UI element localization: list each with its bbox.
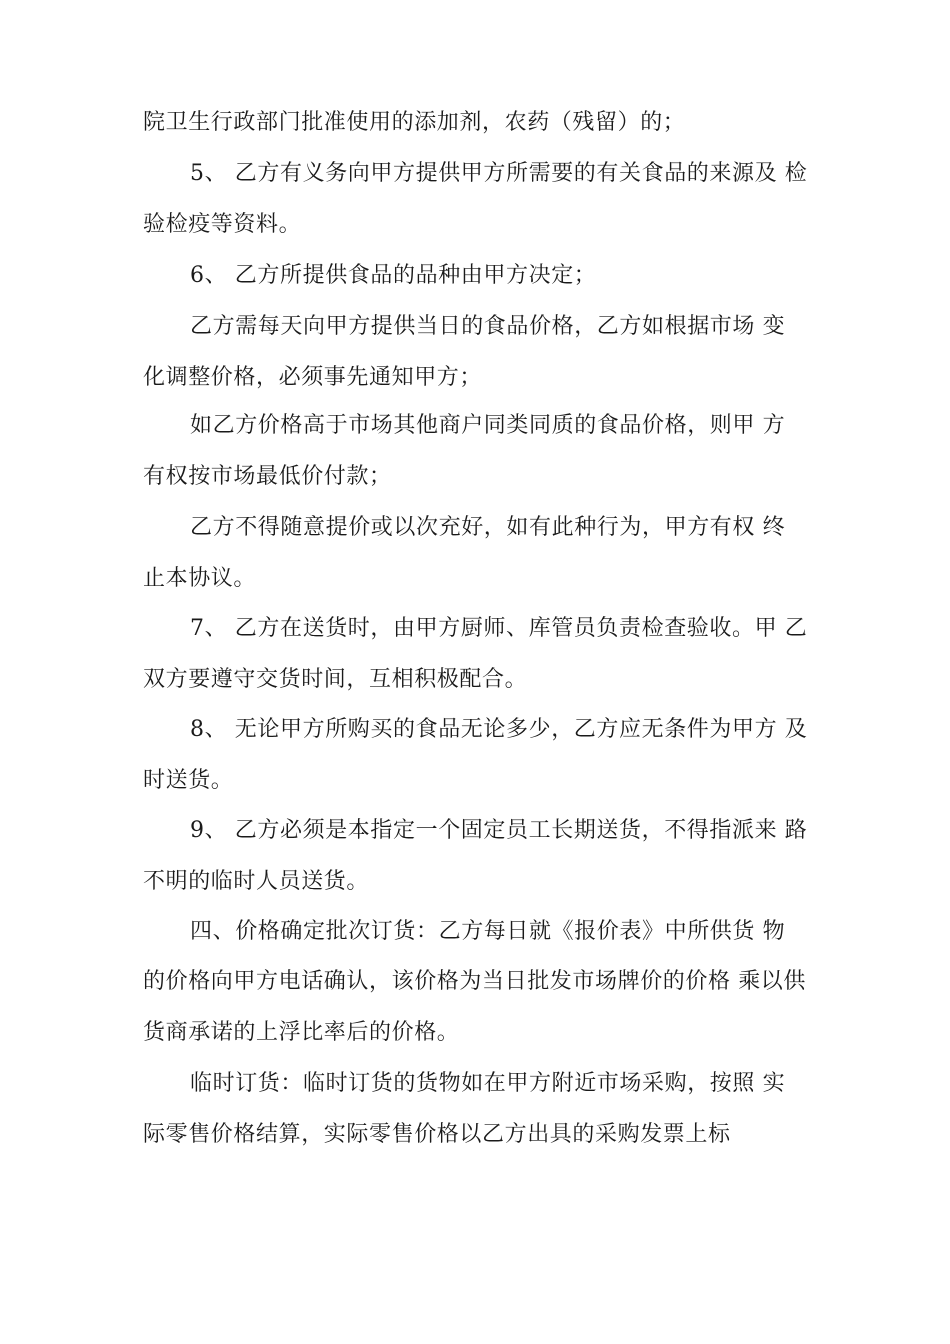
text-line: 际零售价格结算，实际零售价格以乙方出具的采购发票上标 [143, 1122, 731, 1147]
text-line: 的价格向甲方电话确认，该价格为当日批发市场牌价的价格 乘以供 [143, 969, 806, 994]
text-line: 8、 无论甲方所购买的食品无论多少，乙方应无条件为甲方 及 [190, 717, 808, 742]
text-line: 9、 乙方必须是本指定一个固定员工长期送货，不得指派来 路 [190, 818, 808, 843]
text-line: 临时订货：临时订货的货物如在甲方附近市场采购，按照 实 [190, 1071, 786, 1096]
text-line: 化调整价格，必须事先通知甲方； [143, 365, 483, 390]
text-line: 7、 乙方在送货时，由甲方厨师、库管员负责检查验收。甲 乙 [190, 616, 808, 641]
text-line: 院卫生行政部门批准使用的添加剂，农药（残留）的； [143, 110, 686, 135]
text-line: 乙方不得随意提价或以次充好，如有此种行为，甲方有权 终 [190, 515, 786, 540]
text-line: 不明的临时人员送货。 [143, 869, 370, 894]
text-line: 货商承诺的上浮比率后的价格。 [143, 1020, 460, 1045]
text-line: 如乙方价格高于市场其他商户同类同质的食品价格，则甲 方 [190, 413, 786, 438]
text-line: 乙方需每天向甲方提供当日的食品价格，乙方如根据市场 变 [190, 314, 786, 339]
text-line: 时送货。 [143, 768, 234, 793]
text-line: 验检疫等资料。 [143, 212, 302, 237]
text-line: 有权按市场最低价付款； [143, 464, 392, 489]
text-line: 双方要遵守交货时间，互相积极配合。 [143, 667, 528, 692]
text-line: 5、 乙方有义务向甲方提供甲方所需要的有关食品的来源及 检 [190, 161, 808, 186]
text-line: 6、 乙方所提供食品的品种由甲方决定； [190, 263, 597, 288]
text-line: 止本协议。 [143, 566, 257, 591]
text-line: 四、价格确定批次订货：乙方每日就《报价表》中所供货 物 [190, 919, 786, 944]
